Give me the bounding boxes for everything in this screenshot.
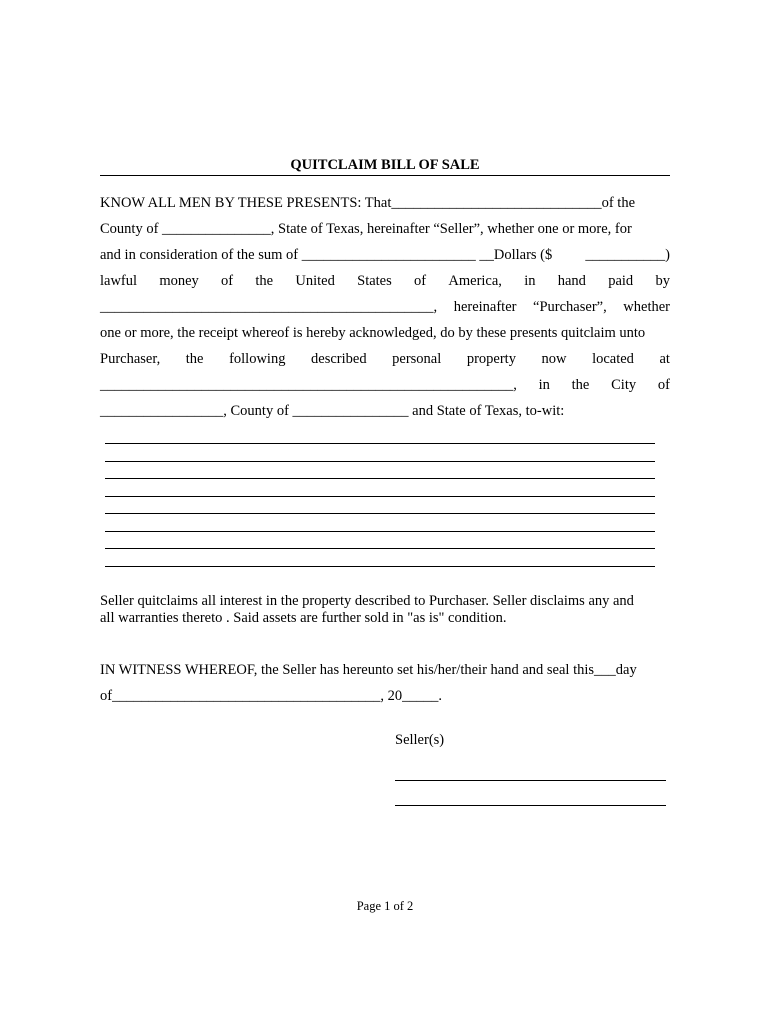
word: of	[657, 377, 670, 393]
body-line-2: County of _______________, State of Texas, hereinafter “Seller”, whether one or more, for	[100, 221, 632, 237]
body-line-5	[100, 294, 670, 320]
word: now	[541, 351, 567, 367]
word: lawful	[100, 273, 138, 289]
word: in	[524, 273, 536, 289]
property-line	[105, 548, 655, 549]
disclaimer-line-2: all warranties thereto . Said assets are further sold in "as is" condition.	[100, 610, 507, 626]
body-line-7	[100, 346, 670, 372]
word: States	[357, 273, 392, 289]
word: “Purchaser”,	[533, 299, 607, 315]
word: following	[229, 351, 286, 367]
property-line	[105, 531, 655, 532]
dollar-amount-blank: ___________)	[585, 247, 670, 263]
word: located	[592, 351, 634, 367]
word: United	[295, 273, 335, 289]
body-line-3	[100, 242, 670, 268]
word: City	[611, 377, 637, 393]
word: at	[659, 351, 670, 367]
consideration-text: and in consideration of the sum of ________________________ __Dollars ($	[100, 247, 553, 263]
word: described	[311, 351, 367, 367]
witness-line-1: IN WITNESS WHEREOF, the Seller has hereunto set his/her/their hand and seal this___day	[100, 662, 637, 678]
property-line	[105, 461, 655, 462]
word: paid	[608, 273, 634, 289]
property-line	[105, 566, 655, 567]
word: in	[538, 377, 550, 393]
word: hand	[557, 273, 586, 289]
document-title: QUITCLAIM BILL OF SALE	[290, 157, 480, 173]
word: by	[655, 273, 670, 289]
witness-line-2: of_____________________________________, 20_____.	[100, 688, 442, 704]
word: whether	[623, 299, 670, 315]
word: America,	[448, 273, 502, 289]
word: property	[466, 351, 516, 367]
body-line-6: one or more, the receipt whereof is hereby acknowledged, do by these presents quitclaim unto	[100, 325, 646, 341]
seller-signature-line	[395, 780, 666, 781]
word: the	[185, 351, 204, 367]
word: the	[255, 273, 274, 289]
seller-label: Seller(s)	[395, 732, 445, 748]
title-underline	[100, 175, 670, 176]
purchaser-name-blank: ______________________________________________,	[100, 299, 438, 315]
word: money	[159, 273, 199, 289]
word: of	[414, 273, 427, 289]
word: of	[221, 273, 234, 289]
seller-signature-line	[395, 805, 666, 806]
word: hereinafter	[453, 299, 517, 315]
body-line-4	[100, 268, 670, 294]
word: the	[571, 377, 590, 393]
body-line-9: _________________, County of ________________ and State of Texas, to-wit:	[100, 403, 565, 419]
property-line	[105, 443, 655, 444]
location-blank: _________________________________________________________,	[100, 377, 517, 393]
disclaimer-line-1: Seller quitclaims all interest in the property described to Purchaser. Seller disclaims any and	[100, 593, 634, 609]
page-footer: Page 1 of 2	[356, 899, 414, 913]
body-line-1: KNOW ALL MEN BY THESE PRESENTS: That_____________________________of the	[100, 195, 636, 211]
word: Purchaser,	[100, 351, 161, 367]
disclaimer-paragraph	[100, 593, 670, 627]
property-line	[105, 478, 655, 479]
property-line	[105, 513, 655, 514]
word: personal	[392, 351, 442, 367]
body-line-8	[100, 372, 670, 398]
property-description-lines	[105, 443, 655, 583]
property-line	[105, 496, 655, 497]
